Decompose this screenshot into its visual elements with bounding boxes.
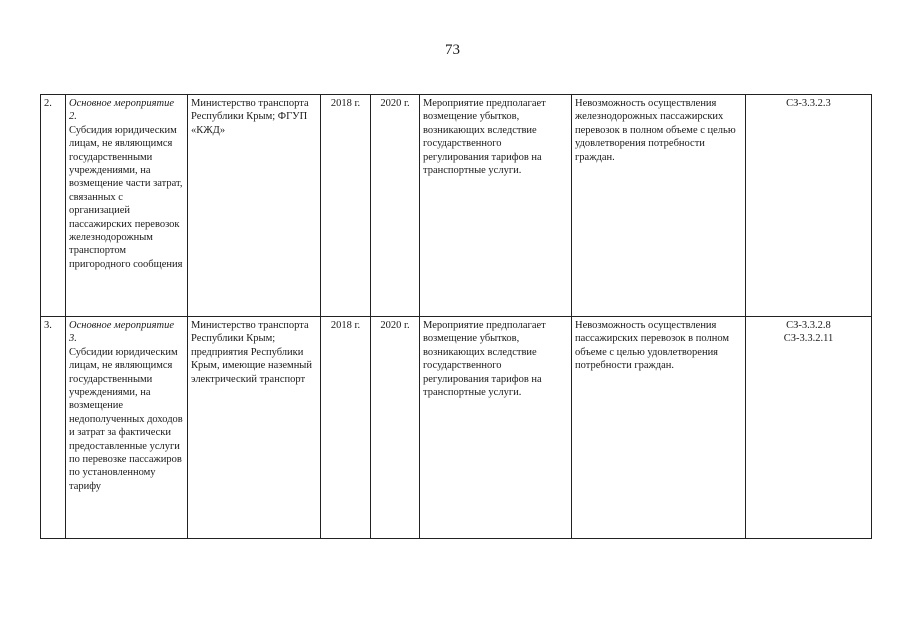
row-number: 3. <box>41 317 66 539</box>
expected-result-cell: Мероприятие предполагает возмещение убытков, возникающих вследствие государственного регулирования тарифов на транспортные услуги. <box>420 95 572 317</box>
expected-result-cell: Мероприятие предполагает возмещение убытков, возникающих вследствие государственного регулирования тарифов на транспортные услуги. <box>420 317 572 539</box>
executor-cell: Министерство транспорта Республики Крым; ФГУП «КЖД» <box>188 95 321 317</box>
program-activities-table <box>40 94 872 539</box>
end-year-cell: 2020 г. <box>371 95 420 317</box>
table-row <box>41 317 872 539</box>
page-number: 73 <box>445 42 460 58</box>
row-number: 2. <box>41 95 66 317</box>
activity-title: Основное мероприятие 3. <box>69 320 174 345</box>
table-row <box>41 95 872 317</box>
activity-name-cell <box>66 95 188 317</box>
activity-description: Субсидия юридическим лицам, не являющимся государственными учреждениями, на возмещение части затрат, связанных с организацией пассажирских перевозок железнодорожным транспортом пригородного сообщения <box>69 124 183 270</box>
executor-cell: Министерство транспорта Республики Крым; предприятия Республики Крым, имеющие наземный электрический транспорт <box>188 317 321 539</box>
indicator-code: СЗ-3.3.2.11 <box>783 333 834 345</box>
activity-title: Основное мероприятие 2. <box>69 98 174 123</box>
activity-description: Субсидии юридическим лицам, не являющимся государственными учреждениями, на возмещение недополученных доходов и затрат за фактически предоставленные услуги по перевозке пассажиров по установленному тарифу <box>69 346 183 492</box>
activity-name-cell <box>66 317 188 539</box>
consequence-cell: Невозможность осуществления железнодорожных пассажирских перевозок в полном объеме с целью удовлетворения потребности граждан. <box>572 95 746 317</box>
indicator-code: СЗ-3.3.2.3 <box>786 98 831 109</box>
indicator-cell <box>746 317 872 539</box>
indicator-code: СЗ-3.3.2.8 <box>786 320 831 331</box>
consequence-cell: Невозможность осуществления пассажирских перевозок в полном объеме с целью удовлетворения потребности граждан. <box>572 317 746 539</box>
start-year-cell: 2018 г. <box>321 95 371 317</box>
start-year-cell: 2018 г. <box>321 317 371 539</box>
end-year-cell: 2020 г. <box>371 317 420 539</box>
indicator-cell <box>746 95 872 317</box>
